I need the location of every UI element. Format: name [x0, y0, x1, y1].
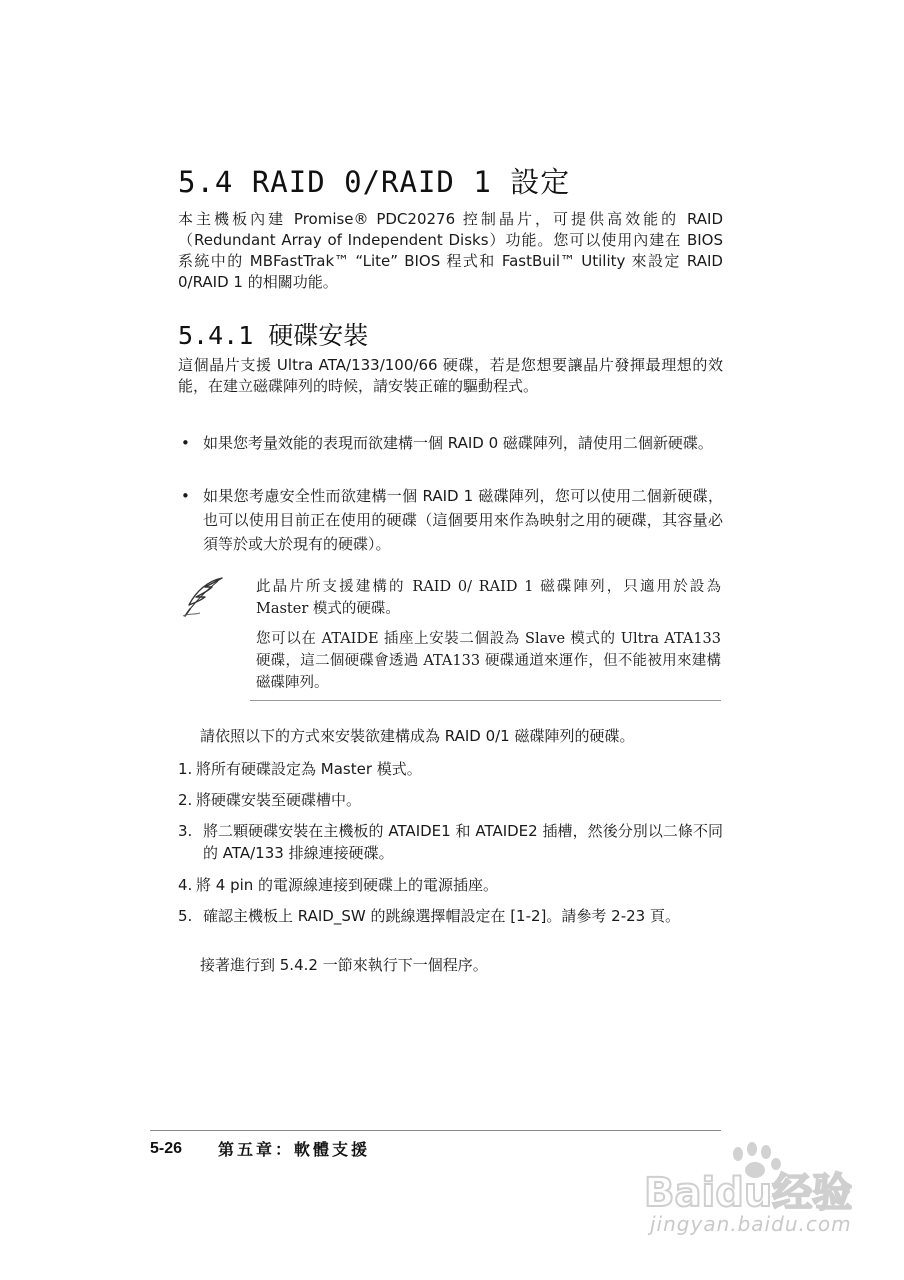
step-item [178, 758, 723, 780]
step-text: 將二顆硬碟安裝在主機板的 ATAIDE1 和 ATAIDE2 插槽，然後分別以二條不同的 ATA/133 排線連接硬碟。 [203, 822, 723, 862]
subsection-intro: 這個晶片支援 Ultra ATA/133/100/66 硬碟，若是您想要讓晶片發揮最理想的效能，在建立磁碟陣列的時候，請安裝正確的驅動程式。 [178, 356, 723, 395]
steps-intro: 請依照以下的方式來安裝欲建構成為 RAID 0/1 磁碟陣列的硬碟。 [200, 727, 635, 745]
closing-text: 接著進行到 5.4.2 一節來執行下一個程序。 [200, 956, 488, 974]
bullet-text: 如果您考慮安全性而欲建構一個 RAID 1 磁碟陣列，您可以使用二個新硬碟，也可以使用目前正在使用的硬碟（這個要用來作為映射之用的硬碟，其容量必須等於或大於現有的硬碟）。 [203, 487, 723, 553]
note-paragraph: 您可以在 ATAIDE 插座上安裝二個設為 Slave 模式的 Ultra ATA133 硬碟，這二個硬碟會透過 ATA133 硬碟通道來運作，但不能被用來建構磁碟陣列。 [256, 631, 721, 691]
footer-divider [150, 1130, 721, 1131]
step-text: 確認主機板上 RAID_SW 的跳線選擇帽設定在 [1-2]。請參考 2-23 頁。 [203, 907, 680, 925]
subsection-title: 5.4.1 硬碟安裝 [178, 321, 369, 350]
step-number: 3. [178, 822, 193, 840]
step-number: 2. [178, 791, 193, 809]
step-number: 1. [178, 760, 193, 778]
chapter-title: 第五章：軟體支援 [218, 1140, 371, 1159]
note-divider [250, 700, 721, 701]
step-item [178, 820, 723, 864]
note-paragraph: 此晶片所支援建構的 RAID 0/ RAID 1 磁碟陣列，只適用於設為 Master 模式的硬碟。 [256, 579, 721, 617]
bullet-item [178, 484, 723, 556]
bullet-dot: • [181, 487, 190, 505]
baidu-watermark-logo [642, 1140, 852, 1220]
step-text: 將 4 pin 的電源線連接到硬碟上的電源插座。 [196, 876, 499, 894]
intro-paragraph: 本主機板內建 Promise® PDC20276 控制晶片，可提供高效能的 RAID（Redundant Array of Independent Disks）功能。您可以使用內建在 BIOS 系統中的 MBFastTrak™ “Lite” BIOS 程式和 FastBuil™ Utility 來設定 RAID 0/RAID 1 的相關功能。 [178, 210, 723, 291]
section-title: 5.4 RAID 0/RAID 1 設定 [178, 165, 571, 199]
step-item [178, 874, 723, 896]
bullet-dot: • [181, 434, 190, 452]
step-number: 5. [178, 907, 193, 925]
feather-pen-icon [178, 575, 226, 619]
bullet-item [178, 431, 723, 455]
page-number: 5-26 [150, 1140, 183, 1157]
step-item [178, 789, 723, 811]
watermark-url: jingyan.baidu.com [650, 1212, 852, 1236]
step-item [178, 905, 723, 927]
watermark-logo-text: Baidu经验 [644, 1170, 852, 1216]
bullet-text: 如果您考量效能的表現而欲建構一個 RAID 0 磁碟陣列，請使用二個新硬碟。 [203, 434, 713, 452]
step-text: 將所有硬碟設定為 Master 模式。 [196, 760, 422, 778]
step-number: 4. [178, 876, 193, 894]
step-text: 將硬碟安裝至硬碟槽中。 [196, 791, 362, 809]
